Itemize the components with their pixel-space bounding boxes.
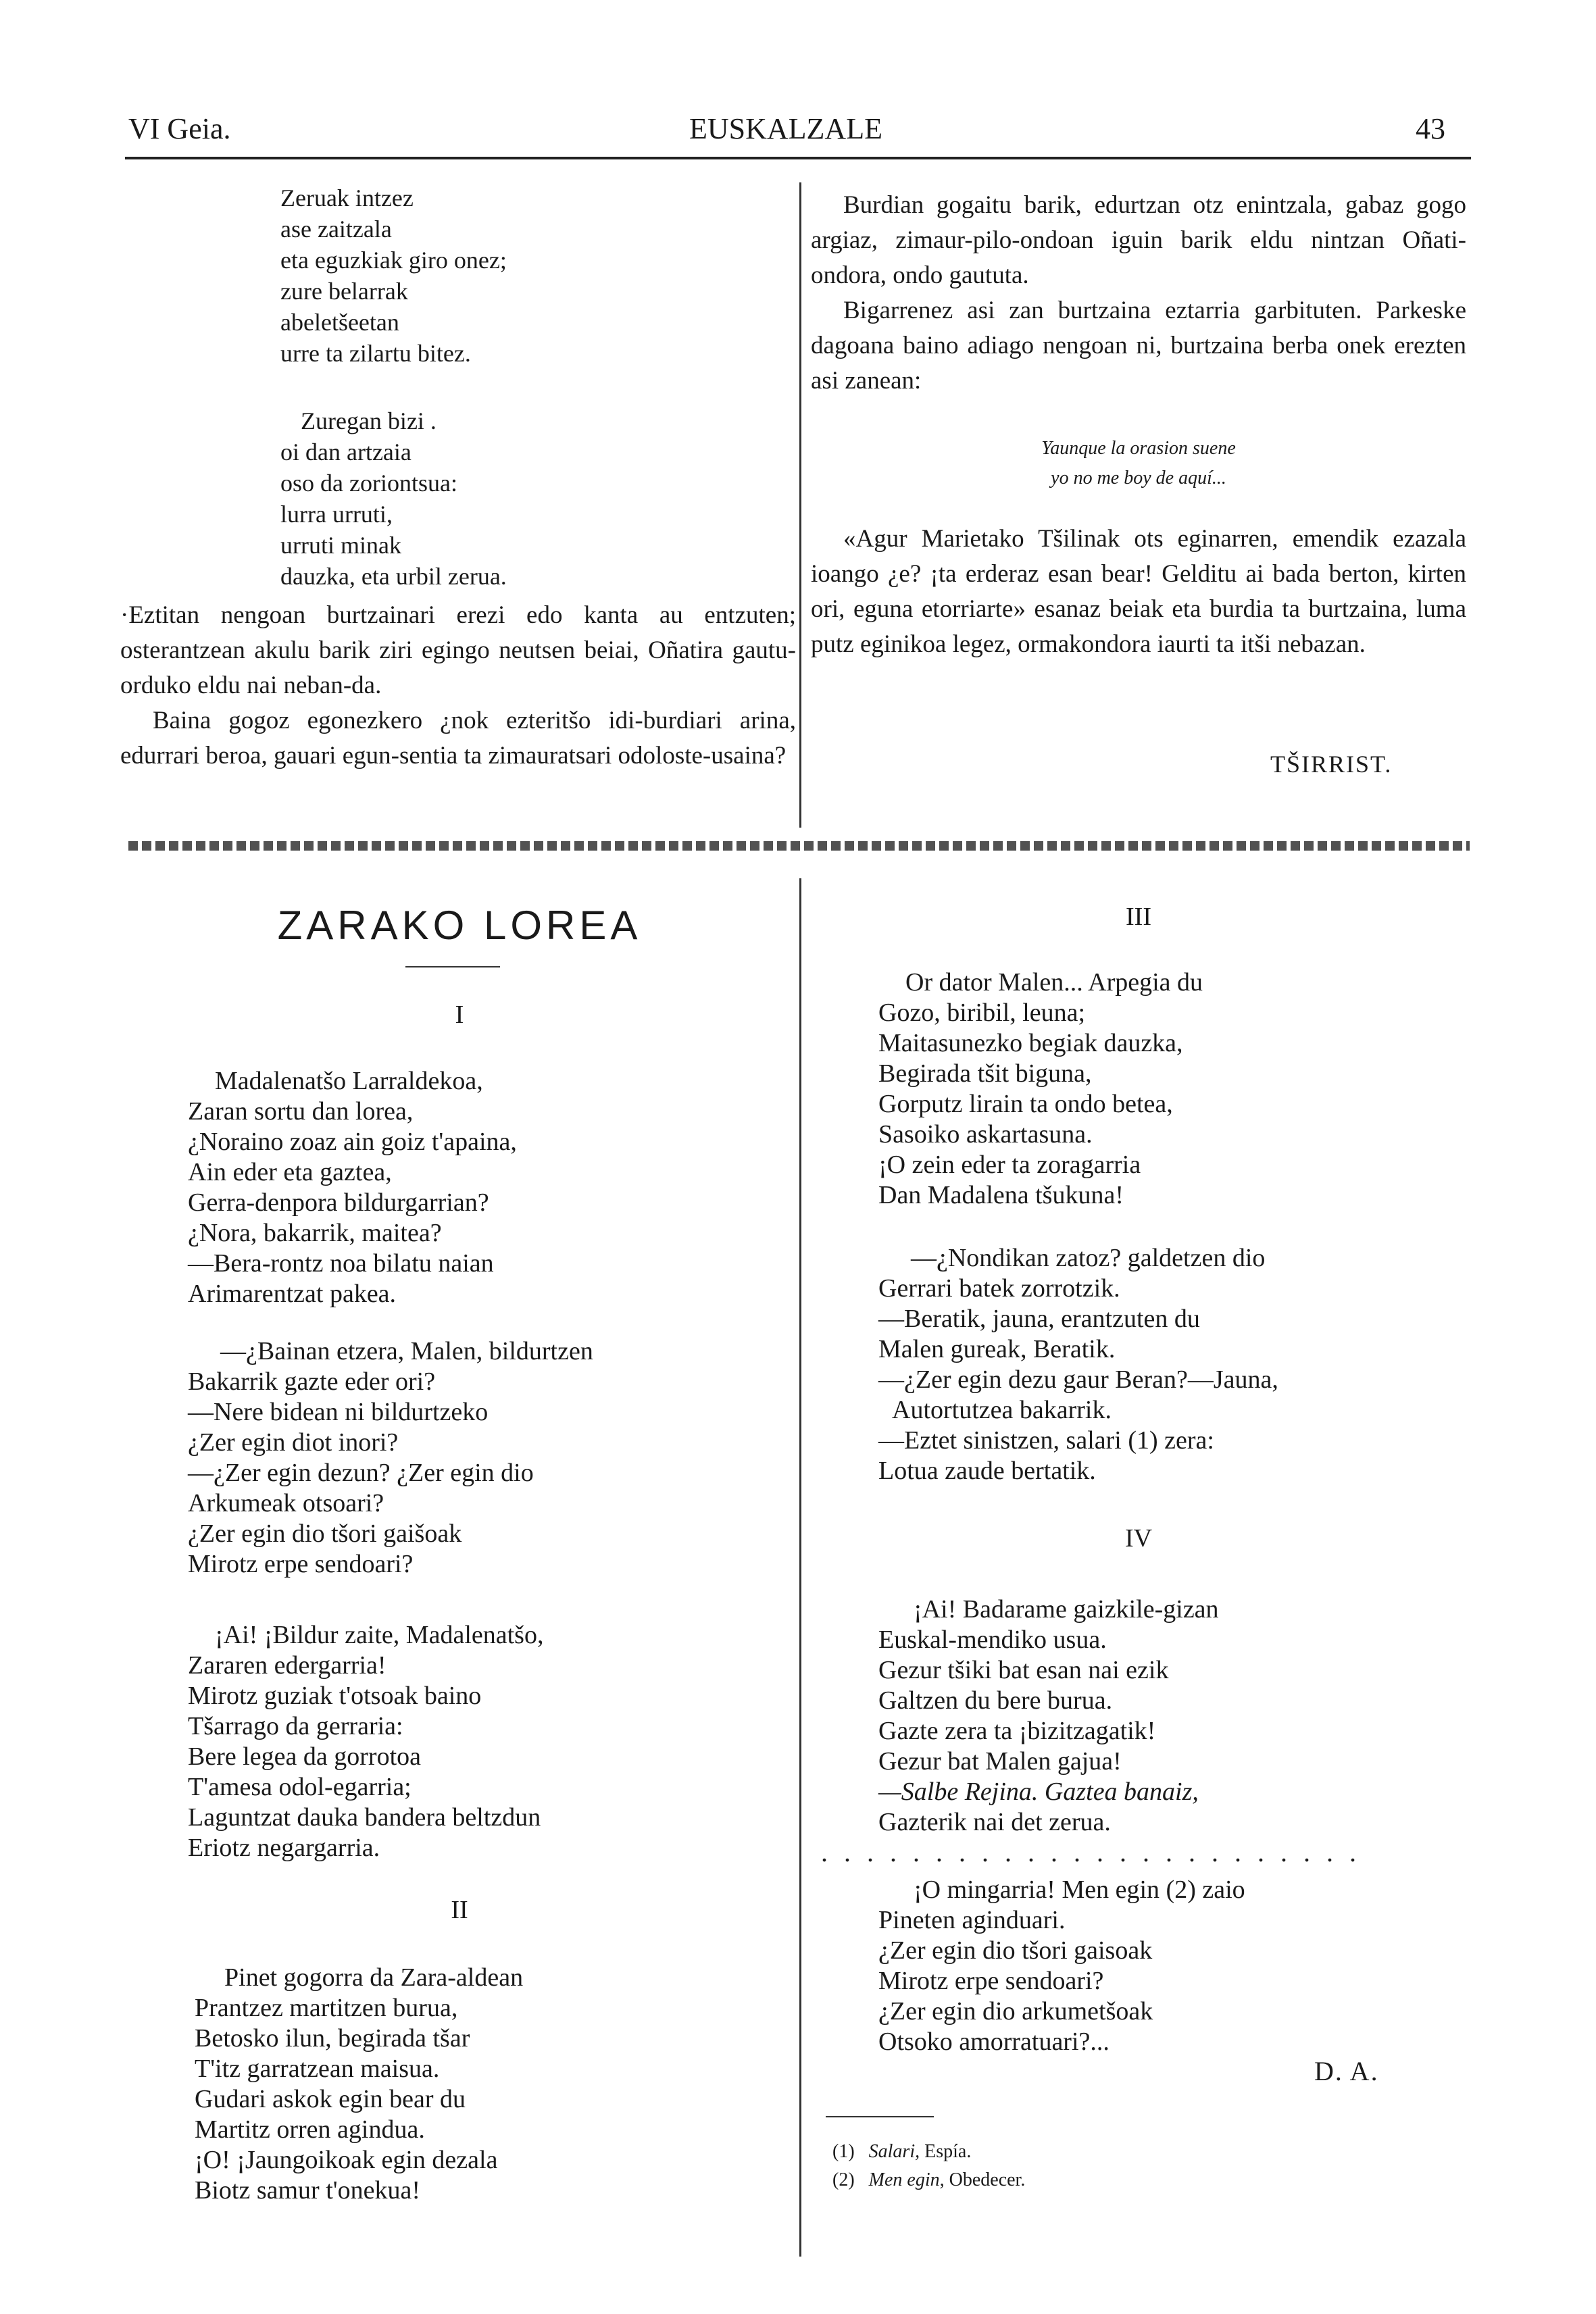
poem-title: ZARAKO LOREA bbox=[277, 903, 642, 948]
verse-line: Pineten aginduari. bbox=[878, 1906, 1066, 1934]
verse-line: Biotz samur t'onekua! bbox=[195, 2176, 420, 2205]
footnote-text: Espía. bbox=[924, 2141, 972, 2162]
footnote-marker: (1) bbox=[832, 2141, 855, 2162]
verse-line: Otsoko amorratuari?... bbox=[878, 2028, 1109, 2056]
verse-line: T'amesa odol-egarria; bbox=[188, 1773, 412, 1801]
footnote-2 bbox=[832, 2167, 1441, 2194]
verse-line: ¿Zer egin dio arkumetšoak bbox=[878, 1997, 1153, 2026]
verse-line: T'itz garratzean maisua. bbox=[195, 2055, 440, 2083]
page-number: 43 bbox=[1416, 112, 1445, 145]
verse-line: Mirotz erpe sendoari? bbox=[188, 1550, 414, 1578]
top-left-prose bbox=[120, 598, 796, 774]
verse-line: Galtzen du bere burua. bbox=[878, 1686, 1113, 1715]
verse-line: Gezur bat Malen gajua! bbox=[878, 1747, 1122, 1776]
verse-line: —Eztet sinistzen, salari (1) zera: bbox=[878, 1426, 1214, 1455]
verse-line: Or dator Malen... Arpegia du bbox=[905, 968, 1203, 997]
verse-line: Bakarrik gazte eder ori? bbox=[188, 1367, 436, 1396]
verse-line: ¡Ai! ¡Bildur zaite, Madalenatšo, bbox=[215, 1621, 544, 1649]
paragraph: Burdian gogaitu barik, edurtzan otz enintzala, gabaz gogo argiaz, zimaur-pilo-ondoan iguin barik eldu nintzan Oñati-ondora, ondo gaututa. bbox=[811, 191, 1466, 289]
verse-line: oso da zoriontsua: bbox=[280, 470, 457, 497]
verse-line: dauzka, eta urbil zerua. bbox=[280, 563, 507, 590]
verse-line: —Salbe Rejina. Gaztea banaiz, bbox=[878, 1778, 1199, 1806]
signature-tsirrist: TŠIRRIST. bbox=[1270, 751, 1393, 778]
verse-line: zure belarrak bbox=[280, 278, 408, 305]
header-rule bbox=[125, 157, 1471, 159]
verse-line: Begirada tšit biguna, bbox=[878, 1059, 1092, 1088]
verse-line: Zuregan bizi . bbox=[301, 407, 437, 434]
verse-line: Gozo, biribil, leuna; bbox=[878, 999, 1086, 1027]
verse-line: ¿Nora, bakarrik, maitea? bbox=[188, 1219, 442, 1247]
paragraph: Bigarrenez asi zan burtzaina eztarria garbituten. Parkeske dagoana baino adiago nengoan ni, burtzaina berba onek erezten asi zanean: bbox=[811, 297, 1466, 395]
verse-line: Gorputz lirain ta ondo betea, bbox=[878, 1090, 1173, 1118]
footnote-term: Men egin, bbox=[868, 2169, 945, 2190]
column-divider bbox=[799, 182, 801, 828]
top-poem-stanza-1 bbox=[280, 182, 780, 369]
top-right-prose-2 bbox=[811, 522, 1466, 662]
verse-line: —¿Nondikan zatoz? galdetzen dio bbox=[911, 1244, 1266, 1272]
footnote-text: Obedecer. bbox=[949, 2169, 1026, 2190]
paragraph: Baina gogoz egonezkero ¿nok ezteritšo idi-burdiari arina, edurrari beroa, gauari egun-sentia ta zimauratsari odoloste-usaina? bbox=[120, 707, 796, 770]
quoted-verse-2: yo no me boy de aquí... bbox=[1051, 468, 1226, 488]
verse-line: —¿Bainan etzera, Malen, bildurtzen bbox=[220, 1337, 593, 1365]
verse-line: Prantzez martitzen burua, bbox=[195, 1994, 458, 2022]
footnote-rule bbox=[826, 2116, 934, 2117]
verse-line: eta eguzkiak giro onez; bbox=[280, 247, 507, 274]
stanza bbox=[188, 1066, 782, 1309]
verse-line: Zaran sortu dan lorea, bbox=[188, 1097, 414, 1126]
verse-line: Gezur tšiki bat esan nai ezik bbox=[878, 1656, 1169, 1684]
quoted-verse-1: Yaunque la orasion suene bbox=[1041, 438, 1236, 459]
verse-line: Zeruak intzez bbox=[280, 184, 414, 211]
verse-line: Ain eder eta gaztea, bbox=[188, 1158, 392, 1186]
running-header-left: VI Geia. bbox=[128, 112, 231, 145]
verse-line: Gerra-denpora bildurgarrian? bbox=[188, 1188, 489, 1217]
verse-line: Euskal-mendiko usua. bbox=[878, 1626, 1107, 1654]
verse-line: ¡O zein eder ta zoragarria bbox=[878, 1151, 1141, 1179]
verse-line: ¿Zer egin dio tšori gaisoak bbox=[878, 1936, 1153, 1965]
section-separator bbox=[128, 841, 1470, 851]
verse-line: Gazterik nai det zerua. bbox=[878, 1808, 1111, 1836]
column-divider-lower bbox=[799, 878, 801, 2257]
verse-line: —Beratik, jauna, erantzuten du bbox=[878, 1305, 1200, 1333]
verse-line: Mirotz guziak t'otsoak baino bbox=[188, 1682, 482, 1710]
stanza bbox=[195, 1963, 789, 2206]
top-poem-stanza-2 bbox=[280, 405, 780, 592]
verse-line: —Bera-rontz noa bilatu naian bbox=[188, 1249, 494, 1278]
verse-line: —Nere bidean ni bildurtzeko bbox=[188, 1398, 489, 1426]
verse-line: ¿Zer egin dio tšori gaišoak bbox=[188, 1519, 462, 1548]
ellipsis-row: ........................ bbox=[821, 1837, 1372, 1867]
verse-line: urre ta zilartu bitez. bbox=[280, 340, 471, 367]
footnote-1 bbox=[832, 2138, 1441, 2165]
footnote-marker: (2) bbox=[832, 2169, 855, 2190]
stanza bbox=[878, 1594, 1460, 1838]
section-number: IV bbox=[1124, 1524, 1153, 1553]
verse-line: Zararen edergarria! bbox=[188, 1651, 386, 1680]
paragraph: ·Eztitan nengoan burtzainari erezi edo kanta au entzuten; osterantzean akulu barik ziri egingo neutsen beiai, Oñatira gautu-orduko eldu nai neban-da. bbox=[120, 601, 796, 699]
section-number: II bbox=[451, 1896, 468, 1924]
verse-line: abeletšeetan bbox=[280, 309, 399, 336]
verse-line: ¡O! ¡Jaungoikoak egin dezala bbox=[195, 2146, 498, 2174]
stanza bbox=[878, 967, 1460, 1211]
verse-line: Laguntzat dauka bandera beltzdun bbox=[188, 1803, 541, 1832]
verse-line: Gudari askok egin bear du bbox=[195, 2085, 466, 2113]
verse-line: ase zaitzala bbox=[280, 216, 392, 243]
verse-line: ¿Noraino zoaz ain goiz t'apaina, bbox=[188, 1128, 517, 1156]
verse-line: Madalenatšo Larraldekoa, bbox=[215, 1067, 483, 1095]
verse-line: urruti minak bbox=[280, 532, 401, 559]
verse-line: —¿Zer egin dezu gaur Beran?—Jauna, bbox=[878, 1365, 1278, 1394]
verse-line: —¿Zer egin dezun? ¿Zer egin dio bbox=[188, 1459, 534, 1487]
verse-line: Bere legea da gorrotoa bbox=[188, 1742, 421, 1771]
verse-line: lurra urruti, bbox=[280, 501, 393, 528]
signature-da: D. A. bbox=[1314, 2056, 1379, 2086]
verse-line: ¡Ai! Badarame gaizkile-gizan bbox=[914, 1595, 1219, 1624]
verse-line: Eriotz negargarria. bbox=[188, 1834, 380, 1862]
title-rule bbox=[405, 966, 500, 967]
verse-line: Malen gureak, Beratik. bbox=[878, 1335, 1116, 1363]
verse-line: ¡O mingarria! Men egin (2) zaio bbox=[914, 1876, 1245, 1904]
running-header-title: EUSKALZALE bbox=[689, 112, 882, 145]
top-right-prose bbox=[811, 188, 1466, 399]
verse-line: Dan Madalena tšukuna! bbox=[878, 1181, 1124, 1209]
stanza bbox=[878, 1243, 1460, 1486]
verse-line: ¿Zer egin diot inori? bbox=[188, 1428, 399, 1457]
verse-line: Arkumeak otsoari? bbox=[188, 1489, 384, 1517]
verse-line: Sasoiko askartasuna. bbox=[878, 1120, 1093, 1149]
stanza bbox=[188, 1620, 782, 1863]
verse-line: Maitasunezko begiak dauzka, bbox=[878, 1029, 1183, 1057]
paragraph: «Agur Marietako Tšilinak ots eginarren, emendik ezazala ioango ¿e? ¡ta erderaz esan bear! Gelditu ai bada berton, kirten ori, eguna etorriarte» esanaz beiak eta burdia ta burtzaina, luma putz eginikoa legez, ormakondora iaurti ta itši nebazan. bbox=[811, 525, 1466, 658]
verse-line: Lotua zaude bertatik. bbox=[878, 1457, 1096, 1485]
section-number: I bbox=[455, 1001, 464, 1029]
footnote-term: Salari, bbox=[868, 2141, 920, 2162]
stanza bbox=[188, 1336, 782, 1580]
verse-line: Gazte zera ta ¡bizitzagatik! bbox=[878, 1717, 1156, 1745]
verse-line: oi dan artzaia bbox=[280, 438, 412, 466]
verse-line: Tšarrago da gerraria: bbox=[188, 1712, 403, 1740]
verse-line: Betosko ilun, begirada tšar bbox=[195, 2024, 470, 2053]
verse-line: Mirotz erpe sendoari? bbox=[878, 1967, 1104, 1995]
section-number: III bbox=[1126, 903, 1151, 931]
verse-line: Pinet gogorra da Zara-aldean bbox=[224, 1963, 524, 1992]
verse-line: Martitz orren agindua. bbox=[195, 2115, 425, 2144]
stanza bbox=[878, 1875, 1460, 2057]
verse-line: Autortutzea bakarrik. bbox=[892, 1396, 1112, 1424]
verse-line: Arimarentzat pakea. bbox=[188, 1280, 397, 1308]
verse-line: Gerrari batek zorrotzik. bbox=[878, 1274, 1120, 1303]
